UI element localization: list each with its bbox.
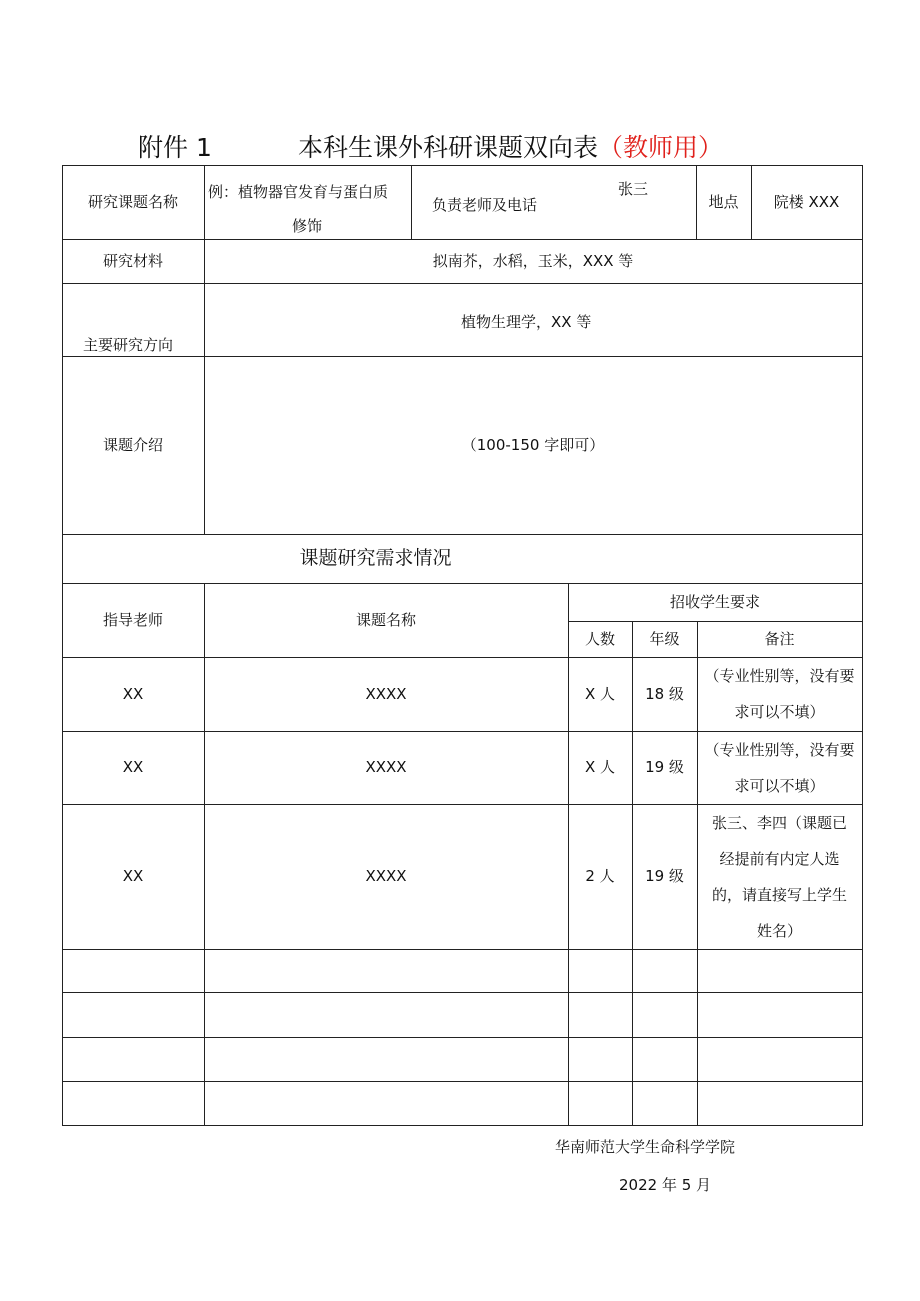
direction-value: 植物生理学，XX 等	[461, 313, 592, 331]
row1-note-line: 求可以不填）	[734, 703, 825, 721]
direction-label: 主要研究方向	[83, 336, 174, 354]
row3-note	[697, 804, 862, 949]
footer-institution: 华南师范大学生命科学学院	[555, 1138, 736, 1156]
row1-note-line: （专业性别等，没有要	[704, 667, 855, 685]
row2-note-line: 求可以不填）	[734, 776, 825, 795]
row2-note-line: （专业性别等，没有要	[704, 740, 855, 759]
row2-topic: XXXX	[365, 758, 407, 776]
material-label: 研究材料	[102, 251, 163, 270]
row2-teacher: XX	[122, 758, 144, 776]
row2-count: X 人	[584, 758, 616, 776]
row3-grade: 19 级	[645, 867, 684, 885]
section-title: 课题研究需求情况	[299, 547, 452, 569]
topic-value-line1: 例：植物器官发育与蛋白质	[208, 183, 389, 201]
row3-note-line: 的，请直接写上学生	[711, 885, 847, 904]
annex-label: 附件 1	[138, 133, 212, 162]
row3-note-line: 姓名）	[756, 921, 802, 940]
header-count: 人数	[584, 629, 615, 648]
location-value: 院楼 XXX	[773, 192, 840, 211]
intro-value: （100-150 字即可）	[461, 435, 605, 454]
header-topic: 课题名称	[355, 610, 416, 629]
intro-label: 课题介绍	[102, 435, 163, 454]
footer-date: 2022 年 5 月	[619, 1176, 712, 1194]
title-text: 本科生课外科研课题双向表	[298, 133, 599, 162]
header-teacher: 指导老师	[102, 610, 163, 629]
row1-teacher: XX	[122, 684, 144, 703]
header-grade: 年级	[649, 629, 680, 648]
teacher-label: 负责老师及电话	[432, 196, 538, 214]
location-label: 地点	[708, 192, 739, 211]
title-suffix: （教师用）	[598, 133, 724, 162]
row1-count: X 人	[584, 684, 616, 703]
row2-grade: 19 级	[645, 758, 684, 776]
topic-value-line2: 修饰	[292, 217, 323, 235]
row3-note-line: 张三、李四（课题已	[711, 813, 847, 832]
row3-teacher: XX	[122, 867, 144, 885]
row3-note-line: 经提前有内定人选	[719, 849, 840, 868]
row3-count: 2 人	[585, 867, 615, 885]
header-note: 备注	[764, 629, 795, 648]
teacher-value: 张三	[618, 180, 649, 198]
row1-grade: 18 级	[645, 684, 684, 703]
material-value: 拟南芥，水稻，玉米，XXX 等	[432, 251, 634, 270]
topic-label: 研究课题名称	[87, 192, 178, 211]
row1-topic: XXXX	[365, 684, 407, 703]
row2-note	[697, 731, 862, 804]
page-title	[298, 128, 723, 164]
row3-topic: XXXX	[365, 867, 407, 885]
row1-note	[697, 657, 862, 731]
header-requirements: 招收学生要求	[669, 592, 760, 611]
